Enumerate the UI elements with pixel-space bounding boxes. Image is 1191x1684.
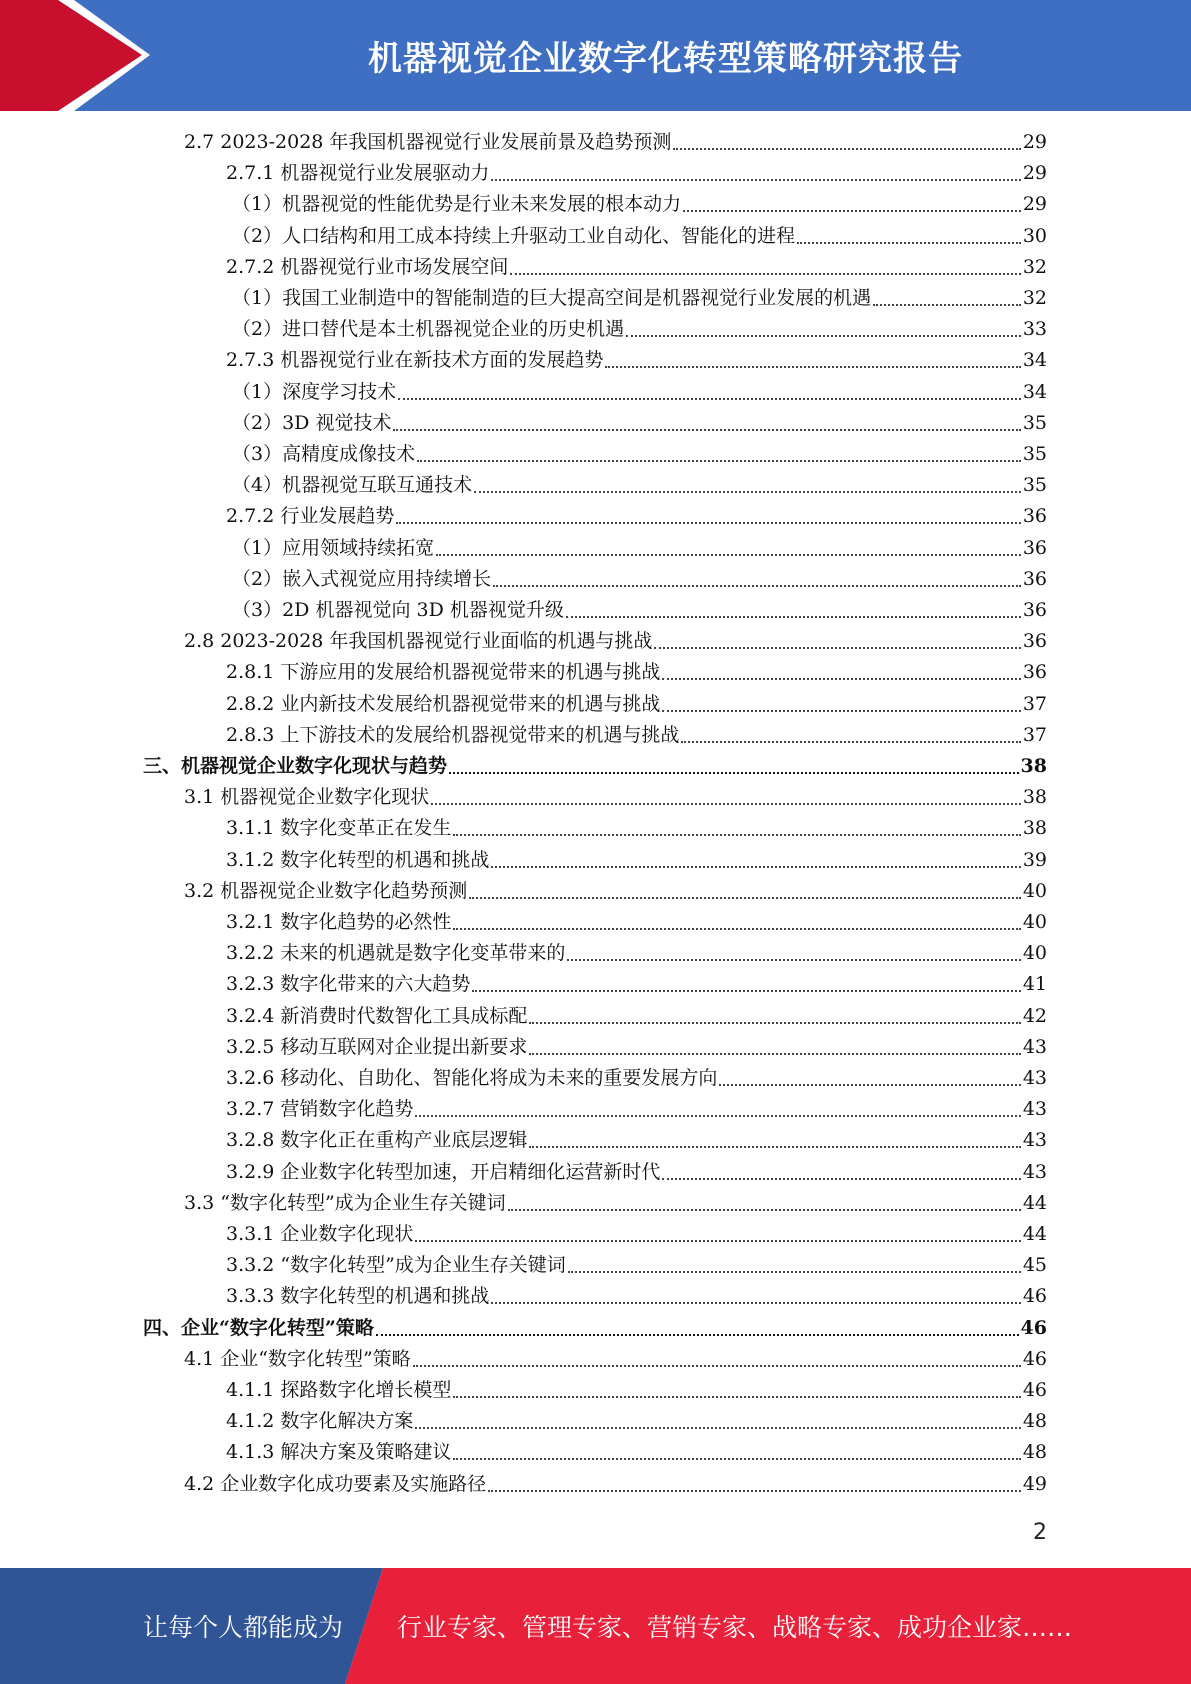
toc-entry-title: 3.3.3 数字化转型的机遇和挑战 <box>226 1285 490 1308</box>
page-header <box>0 0 1191 111</box>
toc-entry-page: 46 <box>1020 1316 1047 1339</box>
report-title: 机器视觉企业数字化转型策略研究报告 <box>368 39 963 79</box>
toc-entry-page: 48 <box>1022 1441 1047 1464</box>
toc-entry-title: 3.1 机器视觉企业数字化现状 <box>184 786 430 809</box>
toc-entry-title: 4.1.3 解决方案及策略建议 <box>226 1441 452 1464</box>
toc-dot-leader <box>453 1396 1020 1398</box>
toc-dot-leader <box>567 959 1020 961</box>
toc-entry[interactable] <box>226 1157 1047 1188</box>
toc-entry[interactable] <box>226 1219 1047 1250</box>
toc-dot-leader <box>413 1365 1021 1367</box>
toc-entry[interactable] <box>226 813 1047 844</box>
toc-dot-leader <box>415 1427 1020 1429</box>
toc-entry-title: 2.7.1 机器视觉行业发展驱动力 <box>226 162 490 185</box>
toc-entry[interactable] <box>226 1094 1047 1125</box>
toc-entry-title: （3）2D 机器视觉向 3D 机器视觉升级 <box>232 599 564 621</box>
toc-entry-page: 40 <box>1022 911 1047 933</box>
toc-entry[interactable] <box>232 283 1047 314</box>
toc-entry[interactable] <box>184 626 1047 657</box>
toc-entry-page: 46 <box>1022 1347 1047 1370</box>
toc-dot-leader <box>568 1271 1021 1273</box>
toc-entry[interactable] <box>226 1001 1047 1032</box>
toc-entry[interactable] <box>226 1281 1047 1312</box>
toc-entry[interactable] <box>232 314 1047 345</box>
toc-entry-title: 2.8.1 下游应用的发展给机器视觉带来的机遇与挑战 <box>226 661 661 684</box>
toc-dot-leader <box>529 1053 1020 1055</box>
toc-dot-leader <box>719 1084 1020 1086</box>
toc-dot-leader <box>662 710 1020 712</box>
toc-entry[interactable] <box>226 657 1047 688</box>
toc-entry-page: 36 <box>1022 599 1047 621</box>
toc-entry-page: 29 <box>1022 162 1047 185</box>
toc-entry-page: 29 <box>1022 131 1047 153</box>
toc-entry[interactable] <box>184 1188 1047 1219</box>
toc-entry[interactable] <box>232 564 1047 595</box>
toc-entry-title: 2.7.3 机器视觉行业在新技术方面的发展趋势 <box>226 349 604 372</box>
toc-entry[interactable] <box>184 782 1047 813</box>
toc-dot-leader <box>491 1302 1020 1304</box>
toc-entry-page: 29 <box>1022 193 1047 216</box>
toc-entry-page: 40 <box>1022 879 1047 902</box>
toc-entry-title: （1）应用领域持续拓宽 <box>232 536 435 559</box>
toc-entry-title: 4.1.2 数字化解决方案 <box>226 1410 414 1433</box>
toc-entry-page: 46 <box>1022 1285 1047 1308</box>
toc-entry-title: 3.3.2 “数字化转型”成为企业生存关键词 <box>226 1254 566 1277</box>
toc-dot-leader <box>469 897 1021 899</box>
toc-dot-leader <box>436 554 1021 556</box>
toc-entry-title: 3.2.1 数字化趋势的必然性 <box>226 911 452 933</box>
toc-entry-title: 3.2.8 数字化正在重构产业底层逻辑 <box>226 1129 528 1152</box>
toc-entry-title: （2）3D 视觉技术 <box>232 411 392 434</box>
toc-entry-page: 35 <box>1022 411 1047 434</box>
toc-dot-leader <box>681 741 1020 743</box>
toc-entry-title: 2.8.2 业内新技术发展给机器视觉带来的机遇与挑战 <box>226 692 661 715</box>
toc-entry-title: 4.1.1 探路数字化增长模型 <box>226 1379 452 1401</box>
toc-entry[interactable] <box>184 876 1047 907</box>
toc-entry[interactable] <box>232 408 1047 439</box>
toc-entry-page: 46 <box>1022 1379 1047 1401</box>
toc-dot-leader <box>453 834 1020 836</box>
toc-entry-page: 37 <box>1022 692 1047 715</box>
toc-entry-title: 3.2 机器视觉企业数字化趋势预测 <box>184 879 468 902</box>
toc-dot-leader <box>529 1022 1020 1024</box>
toc-entry-page: 43 <box>1022 1067 1047 1089</box>
toc-entry-title: 3.2.6 移动化、自助化、智能化将成为未来的重要发展方向 <box>226 1067 718 1089</box>
toc-entry[interactable] <box>226 969 1047 1000</box>
toc-entry-page: 43 <box>1022 1035 1047 1058</box>
toc-entry-page: 44 <box>1022 1191 1047 1214</box>
toc-dot-leader <box>491 179 1020 181</box>
toc-entry-page: 43 <box>1022 1129 1047 1152</box>
toc-dot-leader <box>662 678 1020 680</box>
toc-entry[interactable] <box>226 845 1047 876</box>
toc-dot-leader <box>662 1178 1020 1180</box>
toc-entry-title: 3.1.1 数字化变革正在发生 <box>226 817 452 840</box>
toc-entry[interactable] <box>232 377 1047 408</box>
toc-entry-title: 2.8.3 上下游技术的发展给机器视觉带来的机遇与挑战 <box>226 723 680 746</box>
page-footer <box>0 1568 1191 1684</box>
toc-entry-title: 2.7 2023-2028 年我国机器视觉行业发展前景及趋势预测 <box>184 131 672 153</box>
toc-dot-leader <box>673 148 1020 150</box>
toc-entry-title: （4）机器视觉互联互通技术 <box>232 474 473 497</box>
toc-entry[interactable] <box>232 439 1047 470</box>
toc-entry[interactable] <box>226 158 1047 189</box>
toc-entry-page: 41 <box>1022 973 1047 996</box>
toc-dot-leader <box>488 1490 1021 1492</box>
toc-entry-page: 32 <box>1022 255 1047 278</box>
toc-dot-leader <box>873 304 1021 306</box>
toc-entry-title: 3.2.4 新消费时代数智化工具成标配 <box>226 1004 528 1027</box>
toc-entry-page: 36 <box>1022 567 1047 590</box>
toc-entry-page: 45 <box>1022 1254 1047 1277</box>
toc-entry-title: 3.2.9 企业数字化转型加速，开启精细化运营新时代 <box>226 1160 661 1183</box>
toc-entry-title: （1）我国工业制造中的智能制造的巨大提高空间是机器视觉行业发展的机遇 <box>232 287 872 309</box>
toc-entry[interactable] <box>143 1313 1047 1344</box>
toc-entry-title: 4.1 企业“数字化转型”策略 <box>184 1347 411 1370</box>
toc-entry-title: （1）深度学习技术 <box>232 380 397 403</box>
toc-dot-leader <box>449 772 1019 774</box>
toc-dot-leader <box>453 928 1020 930</box>
toc-entry[interactable] <box>226 1375 1047 1406</box>
toc-entry-title: 3.2.2 未来的机遇就是数字化变革带来的 <box>226 942 566 965</box>
toc-entry[interactable] <box>226 252 1047 283</box>
footer-slogan-left: 让每个人都能成为 <box>143 1613 344 1642</box>
toc-dot-leader <box>472 990 1020 992</box>
toc-dot-leader <box>393 429 1020 431</box>
toc-dot-leader <box>566 616 1021 618</box>
toc-entry-page: 48 <box>1022 1410 1047 1433</box>
toc-entry-title: 3.3.1 企业数字化现状 <box>226 1223 414 1245</box>
toc-dot-leader <box>493 585 1021 587</box>
toc-entry-title: 3.1.2 数字化转型的机遇和挑战 <box>226 848 490 871</box>
toc-entry-page: 35 <box>1022 443 1047 465</box>
toc-dot-leader <box>510 273 1020 275</box>
toc-dot-leader <box>415 1115 1020 1117</box>
toc-entry-title: （2）嵌入式视觉应用持续增长 <box>232 567 492 590</box>
toc-entry-page: 39 <box>1022 848 1047 871</box>
toc-entry[interactable] <box>226 1437 1047 1468</box>
toc-entry[interactable] <box>226 1125 1047 1156</box>
toc-entry[interactable] <box>226 1063 1047 1094</box>
toc-dot-leader <box>605 366 1020 368</box>
toc-dot-leader <box>529 1146 1020 1148</box>
toc-entry[interactable] <box>226 938 1047 969</box>
toc-entry-title: 3.2.3 数字化带来的六大趋势 <box>226 973 471 996</box>
toc-entry-title: 2.8 2023-2028 年我国机器视觉行业面临的机遇与挑战 <box>184 630 653 653</box>
toc-entry-title: （2）进口替代是本土机器视觉企业的历史机遇 <box>232 318 625 341</box>
footer-slogan-right: 行业专家、管理专家、营销专家、战略专家、成功企业家…… <box>397 1613 1073 1642</box>
toc-entry[interactable] <box>226 345 1047 376</box>
toc-dot-leader <box>797 242 1021 244</box>
toc-dot-leader <box>431 803 1021 805</box>
toc-entry-title: 三、机器视觉企业数字化现状与趋势 <box>143 755 448 777</box>
toc-entry-page: 37 <box>1022 723 1047 746</box>
toc-entry-title: 4.2 企业数字化成功要素及实施路径 <box>184 1472 487 1495</box>
toc-entry-page: 36 <box>1022 536 1047 559</box>
toc-entry-page: 36 <box>1022 630 1047 653</box>
toc-entry[interactable] <box>226 1250 1047 1281</box>
toc-entry[interactable] <box>226 501 1047 532</box>
toc-dot-leader <box>417 460 1021 462</box>
toc-dot-leader <box>491 866 1020 868</box>
toc-entry-page: 34 <box>1022 349 1047 372</box>
red-chevron-icon <box>0 0 150 111</box>
toc-entry-title: 四、企业“数字化转型”策略 <box>143 1316 374 1339</box>
toc-entry-title: （1）机器视觉的性能优势是行业未来发展的根本动力 <box>232 193 682 216</box>
toc-entry-page: 36 <box>1022 505 1047 528</box>
toc-entry-page: 42 <box>1022 1004 1047 1027</box>
toc-dot-leader <box>453 1458 1020 1460</box>
toc-entry[interactable] <box>226 1032 1047 1063</box>
toc-entry-page: 30 <box>1022 224 1047 247</box>
toc-entry-page: 33 <box>1022 318 1047 341</box>
toc-entry[interactable] <box>184 127 1047 158</box>
toc-entry-title: 2.7.2 机器视觉行业市场发展空间 <box>226 255 509 278</box>
toc-entry[interactable] <box>232 189 1047 220</box>
toc-entry[interactable] <box>143 751 1047 782</box>
toc-entry[interactable] <box>226 907 1047 938</box>
page-number: 2 <box>1033 1520 1047 1545</box>
toc-entry[interactable] <box>232 595 1047 626</box>
toc-dot-leader <box>474 491 1021 493</box>
toc-entry-page: 34 <box>1022 380 1047 403</box>
toc-entry[interactable] <box>226 720 1047 751</box>
toc-entry-title: （2）人口结构和用工成本持续上升驱动工业自动化、智能化的进程 <box>232 224 796 247</box>
toc-entry[interactable] <box>184 1469 1047 1500</box>
toc-entry-page: 40 <box>1022 942 1047 965</box>
toc-entry[interactable] <box>232 221 1047 252</box>
toc-entry-page: 43 <box>1022 1098 1047 1121</box>
toc-entry-page: 36 <box>1022 661 1047 684</box>
toc-entry-title: 3.2.5 移动互联网对企业提出新要求 <box>226 1035 528 1058</box>
toc-entry-title: 3.3 “数字化转型”成为企业生存关键词 <box>184 1191 506 1214</box>
toc-entry-title: （3）高精度成像技术 <box>232 443 416 465</box>
toc-dot-leader <box>626 335 1021 337</box>
toc-entry-page: 44 <box>1022 1223 1047 1245</box>
toc-entry[interactable] <box>184 1344 1047 1375</box>
toc-dot-leader <box>398 398 1021 400</box>
toc-dot-leader <box>683 210 1021 212</box>
toc-dot-leader <box>415 1240 1020 1242</box>
toc-entry-page: 38 <box>1022 817 1047 840</box>
toc-entry[interactable] <box>226 1406 1047 1437</box>
toc-dot-leader <box>376 1334 1019 1336</box>
toc-entry-page: 43 <box>1022 1160 1047 1183</box>
toc-dot-leader <box>508 1209 1021 1211</box>
toc-dot-leader <box>654 647 1020 649</box>
toc-entry[interactable] <box>232 533 1047 564</box>
toc-entry-page: 49 <box>1022 1472 1047 1495</box>
toc-entry-page: 38 <box>1020 755 1047 777</box>
toc-entry-page: 38 <box>1022 786 1047 809</box>
toc-dot-leader <box>396 522 1020 524</box>
toc-entry-page: 35 <box>1022 474 1047 497</box>
toc-entry-page: 32 <box>1022 287 1047 309</box>
toc-entry[interactable] <box>232 470 1047 501</box>
toc-entry[interactable] <box>226 689 1047 720</box>
toc-entry-title: 2.7.2 行业发展趋势 <box>226 505 395 528</box>
toc-entry-title: 3.2.7 营销数字化趋势 <box>226 1098 414 1121</box>
